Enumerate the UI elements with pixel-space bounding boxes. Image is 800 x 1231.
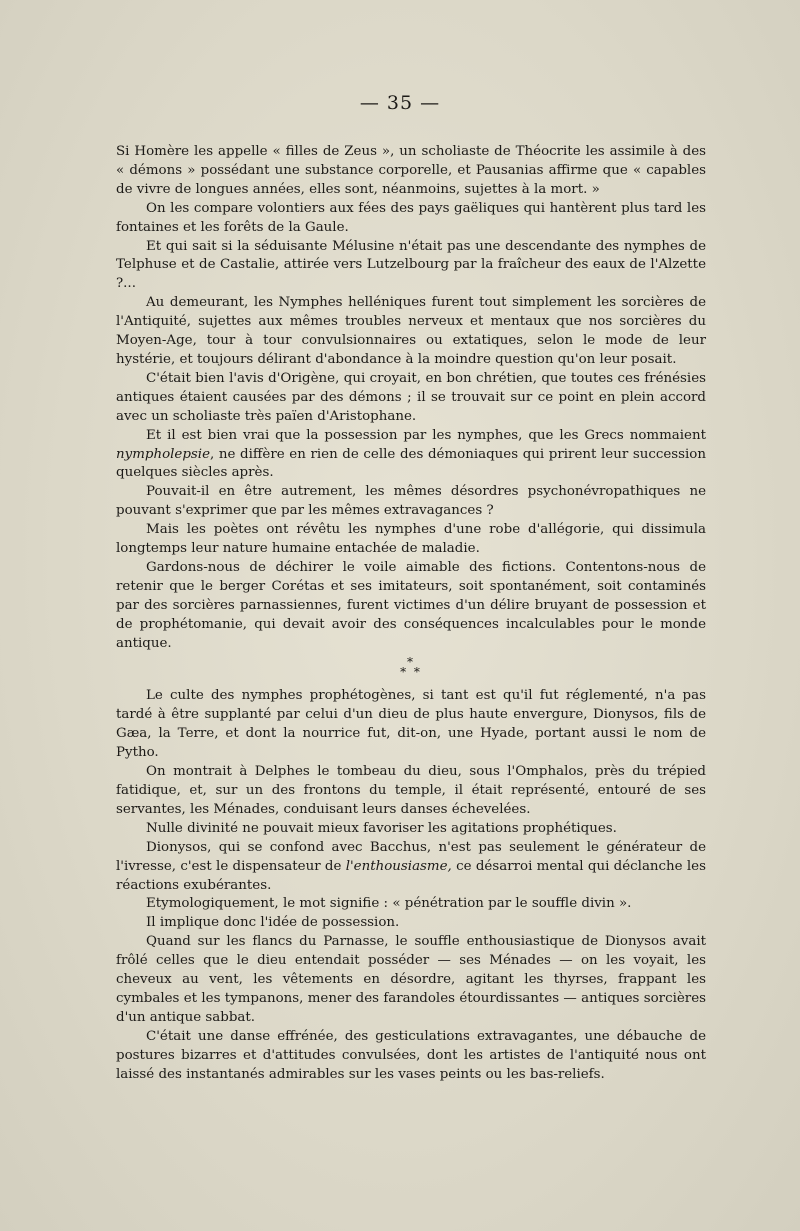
paragraph: C'était bien l'avis d'Origène, qui croyait, en bon chrétien, que toutes ces frénésies antiques étaient causées par des démons ; il se trouvait sur ce point en plein accord avec un scholiaste très païen d'Aristophane. [116, 370, 706, 424]
paragraph: On les compare volontiers aux fées des pays gaëliques qui hantèrent plus tard les fontaines et les forêts de la Gaule. [116, 200, 706, 235]
paragraph: On montrait à Delphes le tombeau du dieu, sous l'Omphalos, près du trépied fatidique, et, sur un des frontons du temple, il était représenté, entouré de ses servantes, les Ménades, conduisant leurs danses échevelées. [116, 764, 706, 817]
paragraph-nympholepsie [116, 427, 706, 484]
page-number: — 35 — [359, 92, 441, 114]
paragraph: Et qui sait si la séduisante Mélusine n'était pas une descendante des nymphes de Telphuse et de Castalie, attirée vers Lutzelbourg par la fraîcheur des eaux de l'Alzette ?... [116, 238, 706, 292]
paragraph: Si Homère les appelle « filles de Zeus », un scholiaste de Théocrite les assimile à des « démons » possédant une substance corporelle, et Pausanias affirme que « capables de vivre de longues années, elles sont, néanmoins, sujettes à la mort. » [116, 144, 706, 197]
paragraph: C'était une danse effrénée, des gesticulations extravagantes, une débauche de postures bizarres et d'attitudes convulsées, dont les artistes de l'antiquité nous ont laissé des instantanés admirables sur les vases peints ou les bas-reliefs. [116, 1028, 706, 1082]
section-break-asterism [116, 655, 706, 680]
paragraph: Quand sur les flancs du Parnasse, le souffle enthousiastique de Dionysos avait frôlé celles que le dieu entendait posséder — ses Ménades — on les voyait, les cheveux au vent, les vêtements en désordre, agitant les thyrses, frappant les cymbales et les tympanons, mener des farandoles étourdissantes — antiques sorcières d'un antique sabbat. [116, 934, 706, 1025]
asterism-top: * [407, 655, 415, 670]
text-run: Et il est bien vrai que la possession par les nymphes, que les Grecs nommaient [146, 427, 706, 443]
body-text [116, 143, 706, 1085]
paragraph: Le culte des nymphes prophétogènes, si tant est qu'il fut réglementé, n'a pas tardé à être supplanté par celui d'un dieu de plus haute envergure, Dionysos, fils de Gæa, la Terre, et dont la nourrice fut, dit-on, une Hyade, portant aussi le nom de Pytho. [116, 688, 706, 761]
paragraph: Au demeurant, les Nymphes helléniques furent tout simplement les sorcières de l'Antiquité, sujettes aux mêmes troubles nerveux et mentaux que nos sorcières du Moyen-Age, tour à tour convulsionnaires ou extatiques, selon le mode de leur hystérie, et toujours délirant d'abondance à la moindre question qu'on leur posait. [116, 295, 706, 367]
paragraph: Etymologiquement, le mot signifie : « pénétration par le souffle divin ». [146, 896, 632, 912]
italic-term: nympholepsie [116, 446, 211, 462]
paragraph: Il implique donc l'idée de possession. [146, 915, 400, 931]
paragraph: Mais les poètes ont révêtu les nymphes d'une robe d'allégorie, qui dissimula longtemps leur nature humaine entachée de maladie. [116, 522, 706, 557]
text-run: ce désarroi mental qui déclanche les réactions exubérantes. [116, 858, 706, 893]
asterism-bottom: * * [400, 665, 422, 680]
paragraph-enthousiasme [116, 839, 706, 896]
text-run: Dionysos, qui se confond avec Bacchus, n'est pas seulement le générateur de l'ivresse, c'est le dispensateur de [116, 839, 706, 874]
paragraph: Gardons-nous de déchirer le voile aimable des fictions. Contentons-nous de retenir que le berger Corétas et ses imitateurs, soit spontanément, soit contaminés par des sorcières parnassiennes, furent victimes d'un délire bruyant de possession et de prophétomanie, qui devait avoir des conséquences incalculables pour le monde antique. [116, 559, 706, 651]
text-run: , ne diffère en rien de celle des démoniaques qui prirent leur succession quelques siècles après. [116, 446, 706, 481]
paragraph: Nulle divinité ne pouvait mieux favoriser les agitations prophétiques. [146, 820, 617, 836]
italic-term: l'enthousiasme, [345, 858, 452, 874]
paragraph: Pouvait-il en être autrement, les mêmes désordres psychonévropathiques ne pouvant s'exprimer que par les mêmes extravagances ? [116, 484, 706, 519]
